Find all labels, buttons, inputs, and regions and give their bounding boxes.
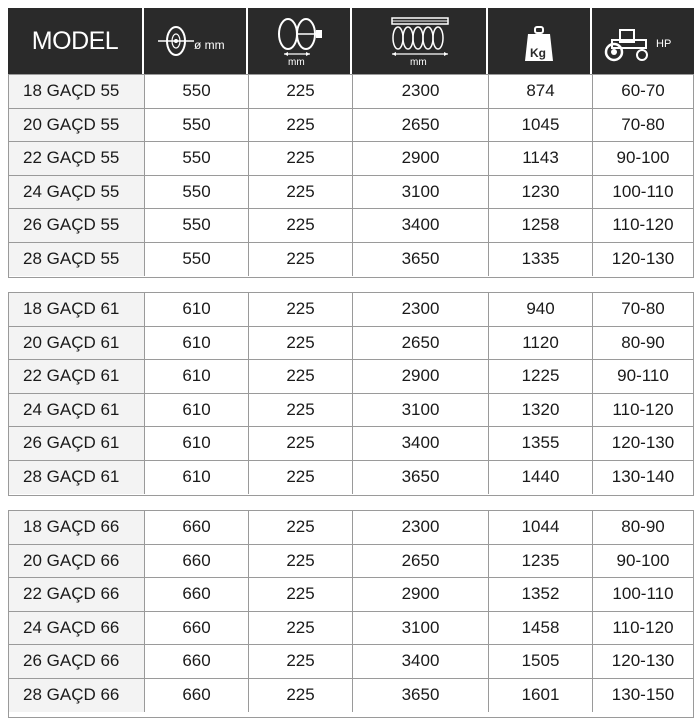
cell-working-width: 2300 xyxy=(353,75,489,108)
cell-model: 26 GAÇD 66 xyxy=(9,645,145,678)
cell-working-width: 2900 xyxy=(353,360,489,393)
cell-model: 18 GAÇD 61 xyxy=(9,293,145,326)
cell-power: 130-150 xyxy=(611,685,675,705)
working-width-unit: mm xyxy=(410,57,427,68)
cell-disc-spacing: 225 xyxy=(249,461,353,495)
cell-working-width: 2650 xyxy=(353,109,489,142)
cell-weight: 1440 xyxy=(489,461,593,495)
table-row xyxy=(9,427,693,461)
cell-disc-diameter: 550 xyxy=(145,142,249,175)
table-row xyxy=(9,142,693,176)
cell-power: 110-120 xyxy=(612,399,674,419)
table-row xyxy=(9,578,693,612)
cell-model: 18 GAÇD 66 xyxy=(9,511,145,544)
cell-disc-spacing: 225 xyxy=(249,142,353,175)
cell-disc-diameter: 550 xyxy=(145,176,249,209)
cell-working-width: 3650 xyxy=(353,461,489,495)
cell-working-width: 2650 xyxy=(353,327,489,360)
cell-power: 90-100 xyxy=(616,550,670,570)
cell-weight: 1320 xyxy=(489,394,593,427)
cell-power: 80-90 xyxy=(621,332,665,352)
cell-weight: 1355 xyxy=(489,427,593,460)
cell-model: 24 GAÇD 66 xyxy=(9,612,145,645)
cell-model: 20 GAÇD 61 xyxy=(9,327,145,360)
disc-diameter-unit: ø mm xyxy=(194,38,225,52)
cell-weight: 1335 xyxy=(489,243,593,277)
cell-disc-diameter: 550 xyxy=(145,209,249,242)
cell-disc-diameter: 610 xyxy=(145,360,249,393)
cell-disc-spacing: 225 xyxy=(249,578,353,611)
cell-disc-spacing: 225 xyxy=(249,176,353,209)
table-group-66 xyxy=(8,510,694,718)
disc-diameter-icon xyxy=(156,21,196,61)
header-working-width xyxy=(352,8,488,74)
cell-model: 24 GAÇD 61 xyxy=(9,394,145,427)
cell-working-width: 3400 xyxy=(353,427,489,460)
cell-weight: 874 xyxy=(489,75,593,108)
cell-power: 100-110 xyxy=(612,584,674,604)
cell-power: 120-130 xyxy=(611,651,675,671)
cell-weight: 1120 xyxy=(489,327,593,360)
cell-power: 110-120 xyxy=(612,215,674,235)
tractor-icon xyxy=(602,28,654,62)
cell-disc-spacing: 225 xyxy=(249,327,353,360)
cell-working-width: 3100 xyxy=(353,612,489,645)
table-row xyxy=(9,545,693,579)
cell-weight: 1143 xyxy=(489,142,593,175)
cell-working-width: 3650 xyxy=(353,679,489,713)
cell-disc-diameter: 660 xyxy=(145,511,249,544)
cell-disc-spacing: 225 xyxy=(249,243,353,277)
cell-disc-diameter: 660 xyxy=(145,545,249,578)
cell-disc-diameter: 660 xyxy=(145,578,249,611)
cell-power: 80-90 xyxy=(621,517,665,537)
weight-unit: Kg xyxy=(530,46,546,60)
cell-model: 22 GAÇD 55 xyxy=(9,142,145,175)
table-row xyxy=(9,511,693,545)
cell-weight: 1352 xyxy=(489,578,593,611)
cell-disc-spacing: 225 xyxy=(249,679,353,713)
cell-disc-diameter: 660 xyxy=(145,645,249,678)
header-disc-diameter xyxy=(144,8,248,74)
cell-working-width: 3400 xyxy=(353,645,489,678)
cell-model: 20 GAÇD 66 xyxy=(9,545,145,578)
header-model-label: MODEL xyxy=(31,26,119,55)
cell-weight: 1045 xyxy=(489,109,593,142)
cell-disc-spacing: 225 xyxy=(249,511,353,544)
cell-working-width: 3650 xyxy=(353,243,489,277)
table-row xyxy=(9,679,693,713)
cell-power: 90-110 xyxy=(617,366,669,386)
cell-disc-spacing: 225 xyxy=(249,209,353,242)
cell-disc-spacing: 225 xyxy=(249,75,353,108)
cell-power: 120-130 xyxy=(611,249,675,269)
cell-model: 28 GAÇD 66 xyxy=(9,679,145,713)
cell-disc-diameter: 660 xyxy=(145,679,249,713)
header-disc-spacing xyxy=(248,8,352,74)
table-row xyxy=(9,360,693,394)
cell-working-width: 2650 xyxy=(353,545,489,578)
cell-disc-diameter: 660 xyxy=(145,612,249,645)
cell-weight: 1230 xyxy=(489,176,593,209)
header-model xyxy=(8,8,144,74)
cell-disc-diameter: 610 xyxy=(145,427,249,460)
cell-working-width: 3100 xyxy=(353,176,489,209)
table-row xyxy=(9,461,693,495)
cell-disc-diameter: 610 xyxy=(145,394,249,427)
cell-model: 20 GAÇD 55 xyxy=(9,109,145,142)
table-group-55 xyxy=(8,74,694,278)
cell-disc-spacing: 225 xyxy=(249,545,353,578)
cell-power: 70-80 xyxy=(621,114,665,134)
table-group-61 xyxy=(8,292,694,496)
cell-weight: 1505 xyxy=(489,645,593,678)
cell-weight: 1601 xyxy=(489,679,593,713)
cell-disc-diameter: 610 xyxy=(145,461,249,495)
working-width-icon xyxy=(388,14,452,62)
table-row xyxy=(9,176,693,210)
cell-disc-spacing: 225 xyxy=(249,612,353,645)
cell-working-width: 2300 xyxy=(353,293,489,326)
table-row xyxy=(9,394,693,428)
table-header xyxy=(8,8,694,74)
power-unit: HP xyxy=(656,38,672,50)
cell-power: 130-140 xyxy=(611,467,675,487)
cell-disc-diameter: 610 xyxy=(145,327,249,360)
cell-disc-diameter: 550 xyxy=(145,75,249,108)
cell-disc-spacing: 225 xyxy=(249,645,353,678)
header-weight xyxy=(488,8,592,74)
cell-model: 22 GAÇD 61 xyxy=(9,360,145,393)
table-row xyxy=(9,243,693,277)
cell-disc-diameter: 550 xyxy=(145,243,249,277)
cell-model: 24 GAÇD 55 xyxy=(9,176,145,209)
cell-power: 90-100 xyxy=(616,148,670,168)
table-row xyxy=(9,209,693,243)
cell-weight: 1235 xyxy=(489,545,593,578)
cell-disc-spacing: 225 xyxy=(249,427,353,460)
cell-working-width: 2900 xyxy=(353,578,489,611)
cell-weight: 1225 xyxy=(489,360,593,393)
cell-power: 100-110 xyxy=(612,181,674,201)
cell-working-width: 3400 xyxy=(353,209,489,242)
cell-model: 22 GAÇD 66 xyxy=(9,578,145,611)
cell-working-width: 2900 xyxy=(353,142,489,175)
cell-disc-spacing: 225 xyxy=(249,293,353,326)
table-row xyxy=(9,293,693,327)
cell-model: 28 GAÇD 55 xyxy=(9,243,145,277)
cell-working-width: 2300 xyxy=(353,511,489,544)
cell-model: 28 GAÇD 61 xyxy=(9,461,145,495)
disc-spacing-icon xyxy=(270,14,330,60)
cell-model: 26 GAÇD 55 xyxy=(9,209,145,242)
disc-spacing-unit: mm xyxy=(288,57,305,68)
table-row xyxy=(9,109,693,143)
cell-model: 18 GAÇD 55 xyxy=(9,75,145,108)
cell-power: 70-80 xyxy=(621,299,665,319)
cell-weight: 1044 xyxy=(489,511,593,544)
cell-power: 110-120 xyxy=(612,617,674,637)
table-row xyxy=(9,75,693,109)
header-power xyxy=(592,8,694,74)
cell-weight: 940 xyxy=(489,293,593,326)
cell-disc-spacing: 225 xyxy=(249,394,353,427)
cell-disc-diameter: 610 xyxy=(145,293,249,326)
cell-disc-diameter: 550 xyxy=(145,109,249,142)
cell-disc-spacing: 225 xyxy=(249,109,353,142)
cell-working-width: 3100 xyxy=(353,394,489,427)
cell-weight: 1258 xyxy=(489,209,593,242)
cell-power: 60-70 xyxy=(621,81,665,101)
cell-weight: 1458 xyxy=(489,612,593,645)
table-row xyxy=(9,645,693,679)
cell-disc-spacing: 225 xyxy=(249,360,353,393)
table-row xyxy=(9,612,693,646)
table-row xyxy=(9,327,693,361)
cell-model: 26 GAÇD 61 xyxy=(9,427,145,460)
cell-power: 120-130 xyxy=(611,433,675,453)
